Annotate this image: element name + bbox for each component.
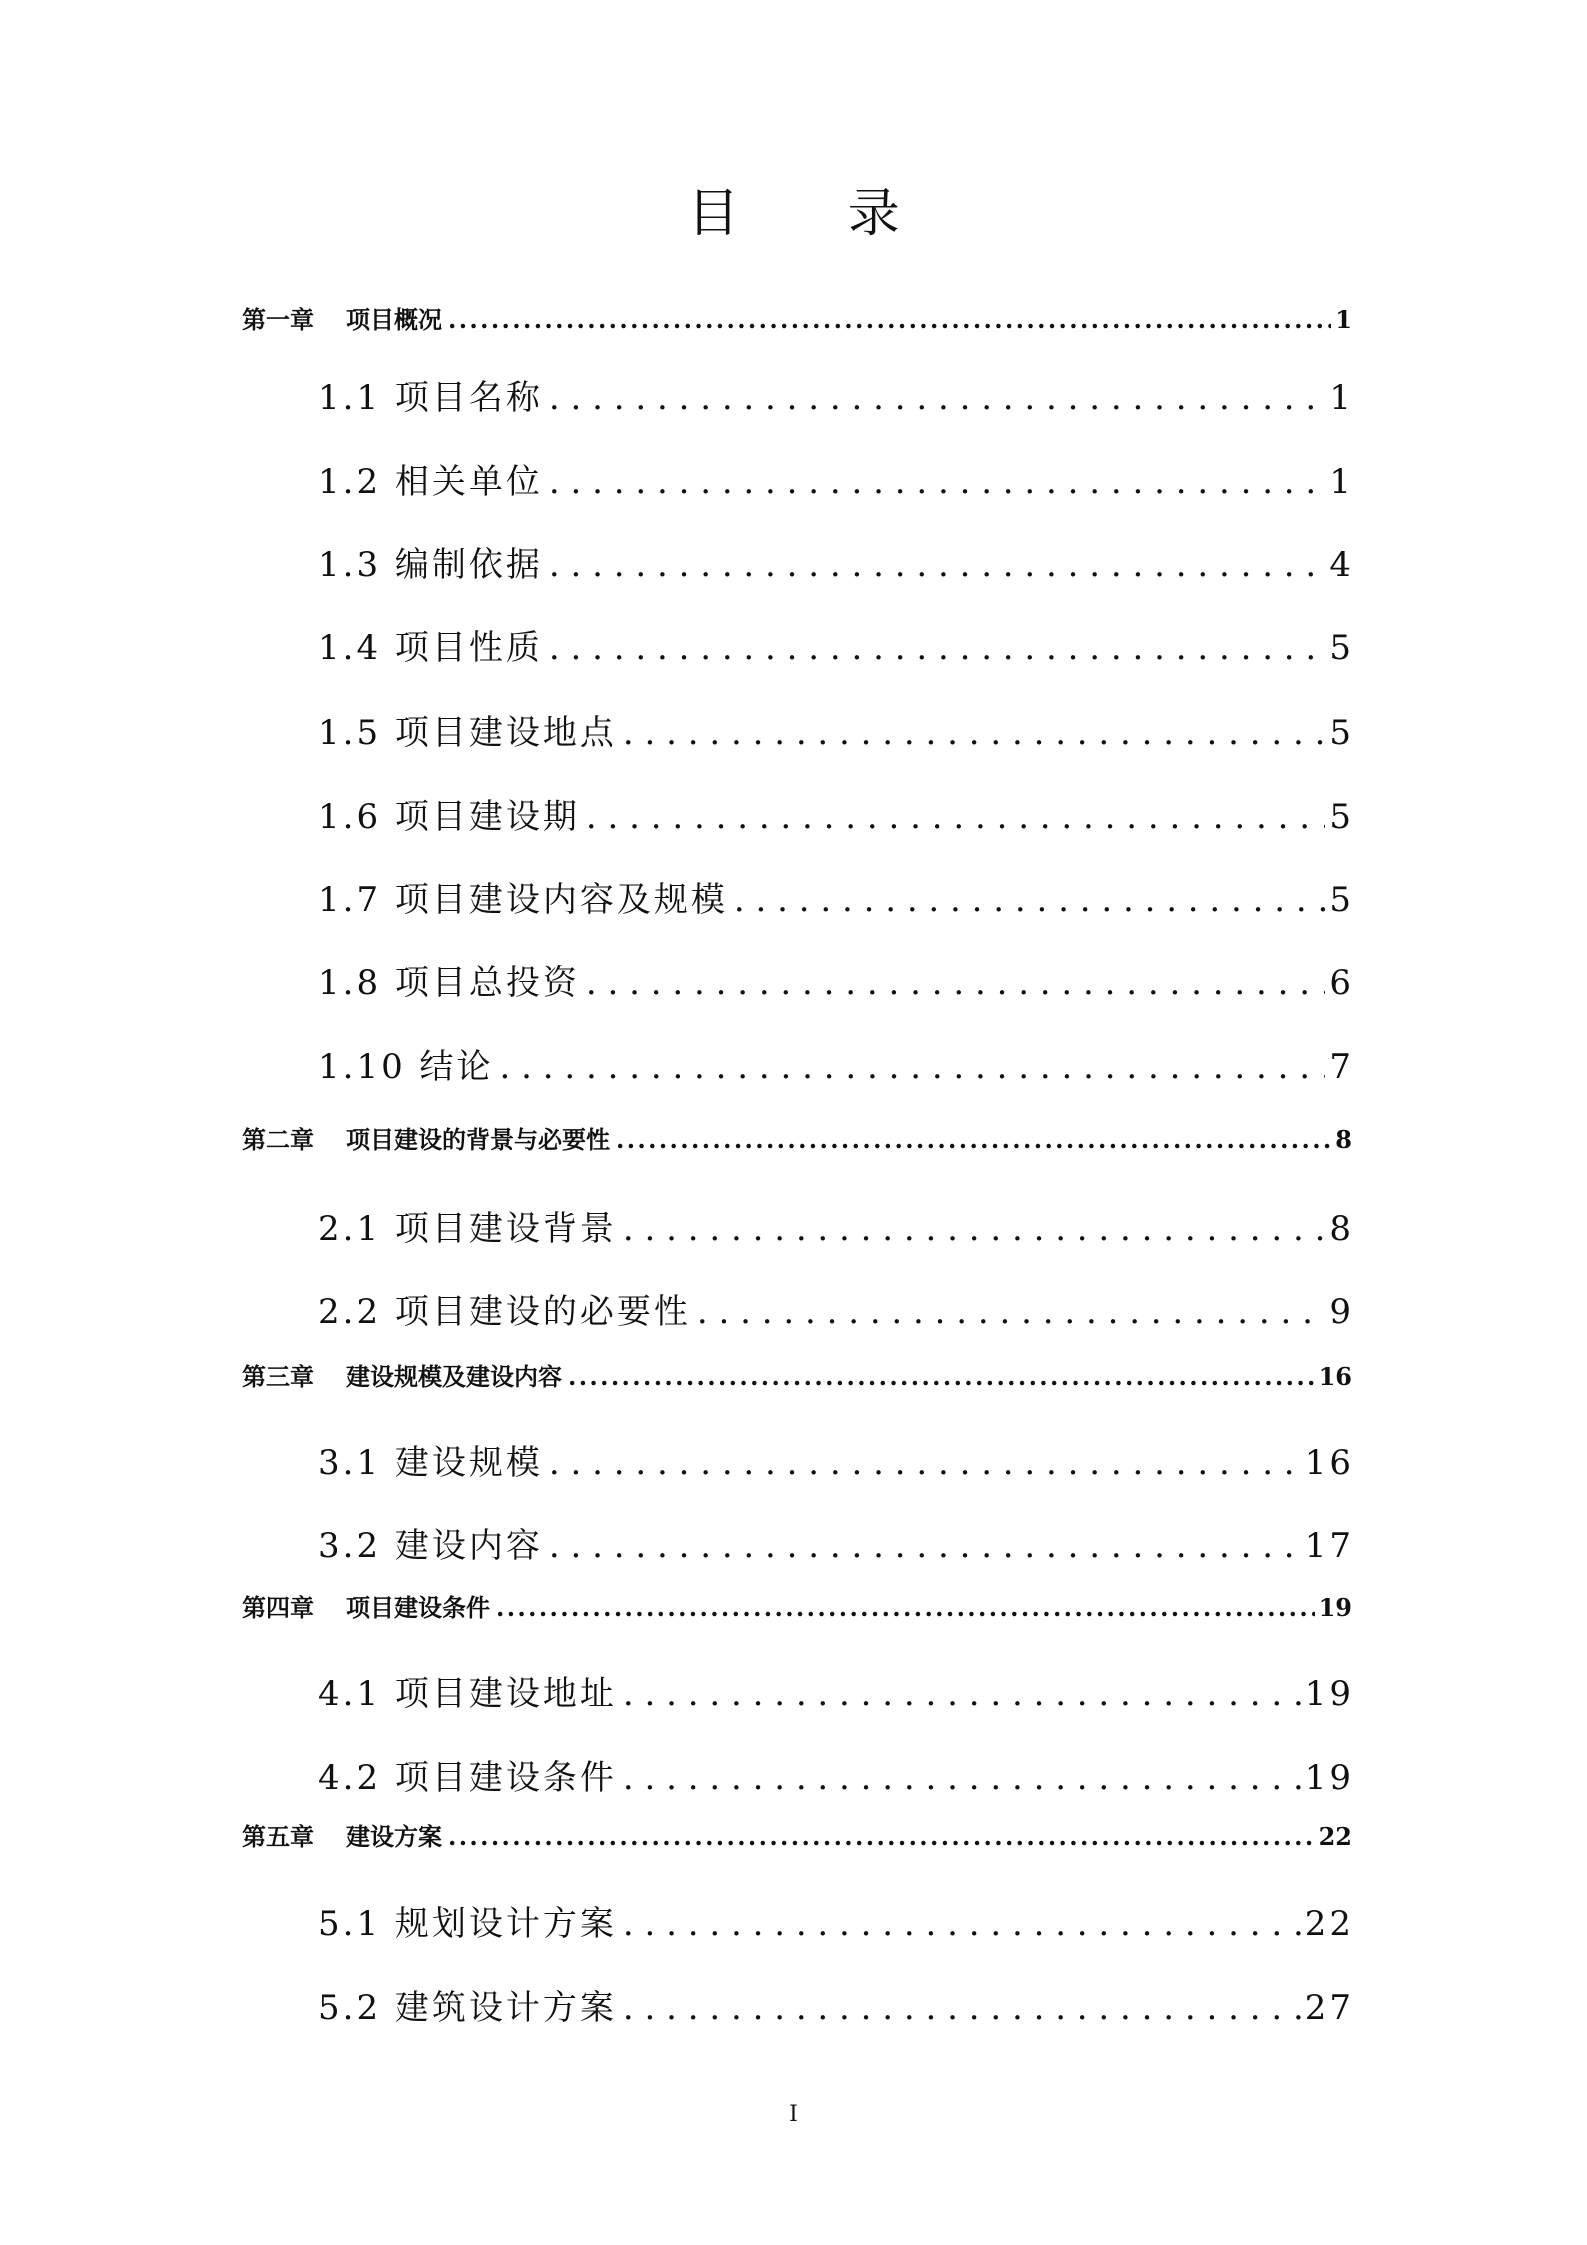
dot-leader [448,305,1331,334]
toc-page-number: 8 [1335,1125,1352,1154]
dot-leader [623,713,1325,753]
toc-page-number: 5 [1329,713,1354,753]
toc-chapter-number: 第三章 [242,1362,314,1391]
toc-section-entry[interactable] [318,1518,1354,1566]
toc-page-number: 9 [1329,1292,1354,1332]
toc-section-entry[interactable] [318,537,1354,585]
toc-chapter-entry[interactable] [242,1357,1352,1391]
toc-section-label: 1.6 项目建设期 [318,797,580,837]
toc-section-label: 1.7 项目建设内容及规模 [318,880,728,920]
toc-section-label: 3.2 建设内容 [318,1526,543,1566]
toc-section-label: 1.4 项目性质 [318,628,543,668]
toc-section-entry[interactable] [318,1201,1354,1249]
toc-section-label: 4.1 项目建设地址 [318,1674,617,1714]
toc-page-number: 5 [1329,797,1354,837]
toc-section-entry[interactable] [318,454,1354,502]
toc-page-number: 1 [1329,378,1354,418]
toc-chapter-entry[interactable] [242,1588,1352,1622]
toc-chapter-title: 项目建设的背景与必要性 [346,1125,610,1154]
toc-chapter-title: 建设方案 [346,1822,442,1851]
dot-leader [549,462,1325,502]
toc-section-entry[interactable] [318,955,1354,1003]
toc-section-entry[interactable] [318,705,1354,753]
toc-chapter-title: 项目建设条件 [346,1593,490,1622]
toc-page-number: 5 [1329,880,1354,920]
toc-page-number: 27 [1304,1988,1354,2028]
toc-page-number: 22 [1318,1822,1352,1851]
toc-page-number: 5 [1329,628,1354,668]
toc-page-number: 8 [1329,1209,1354,1249]
dot-leader [623,1209,1325,1249]
toc-chapter-entry[interactable] [242,300,1352,334]
toc-page-number: 7 [1329,1047,1354,1087]
toc-page-number: 16 [1318,1362,1352,1391]
toc-page-number: 1 [1335,305,1352,334]
toc-chapter-label [242,1817,442,1852]
toc-chapter-label [242,1588,490,1623]
toc-section-label: 5.2 建筑设计方案 [318,1988,617,2028]
toc-page-number: 16 [1304,1443,1354,1483]
toc-chapter-entry[interactable] [242,1120,1352,1154]
toc-chapter-label [242,1120,610,1155]
dot-leader [623,1988,1301,2028]
toc-section-label: 1.8 项目总投资 [318,963,580,1003]
toc-page-number: 1 [1329,462,1354,502]
toc-page-number: 19 [1304,1758,1354,1798]
dot-leader [623,1674,1301,1714]
dot-leader [549,545,1325,585]
toc-section-entry[interactable] [318,370,1354,418]
dot-leader [549,1443,1301,1483]
toc-page-number: 4 [1329,545,1354,585]
toc-section-entry[interactable] [318,1435,1354,1483]
toc-chapter-label [242,300,442,335]
toc-section-label: 1.1 项目名称 [318,378,543,418]
toc-chapter-title: 项目概况 [346,305,442,334]
toc-page-number: 6 [1329,963,1354,1003]
toc-section-entry[interactable] [318,1980,1354,2028]
dot-leader [697,1292,1325,1332]
toc-chapter-title: 建设规模及建设内容 [346,1362,562,1391]
toc-page-number: 19 [1318,1593,1352,1622]
toc-section-entry[interactable] [318,789,1354,837]
toc-section-label: 2.1 项目建设背景 [318,1209,617,1249]
toc-section-label: 4.2 项目建设条件 [318,1758,617,1798]
dot-leader [623,1758,1301,1798]
toc-chapter-label [242,1357,562,1392]
toc-section-label: 2.2 项目建设的必要性 [318,1292,691,1332]
page-number: I [789,2102,798,2127]
toc-chapter-number: 第一章 [242,305,314,334]
dot-leader [496,1593,1315,1622]
toc-chapter-entry[interactable] [242,1817,1352,1851]
toc-section-entry[interactable] [318,1750,1354,1798]
toc-page-number: 17 [1304,1526,1354,1566]
dot-leader [586,797,1325,837]
dot-leader [586,963,1325,1003]
toc-chapter-number: 第四章 [242,1593,314,1622]
dot-leader [623,1904,1301,1944]
toc-section-entry[interactable] [318,872,1354,920]
dot-leader [500,1047,1326,1087]
toc-section-entry[interactable] [318,620,1354,668]
dot-leader [448,1822,1315,1851]
toc-section-label: 1.3 编制依据 [318,545,543,585]
toc-section-label: 5.1 规划设计方案 [318,1904,617,1944]
toc-section-entry[interactable] [318,1896,1354,1944]
toc-section-label: 1.2 相关单位 [318,462,543,502]
dot-leader [549,628,1325,668]
dot-leader [549,1526,1301,1566]
toc-section-label: 1.10 结论 [318,1047,494,1087]
toc-chapter-number: 第五章 [242,1822,314,1851]
toc-section-entry[interactable] [318,1284,1354,1332]
toc-page-number: 22 [1304,1904,1354,1944]
toc-section-label: 3.1 建设规模 [318,1443,543,1483]
toc-chapter-number: 第二章 [242,1125,314,1154]
dot-leader [616,1125,1331,1154]
dot-leader [734,880,1325,920]
toc-section-label: 1.5 项目建设地点 [318,713,617,753]
toc-page-number: 19 [1304,1674,1354,1714]
toc-section-entry[interactable] [318,1039,1354,1087]
page-title: 目 录 [687,184,946,244]
dot-leader [568,1362,1315,1391]
dot-leader [549,378,1325,418]
toc-section-entry[interactable] [318,1666,1354,1714]
